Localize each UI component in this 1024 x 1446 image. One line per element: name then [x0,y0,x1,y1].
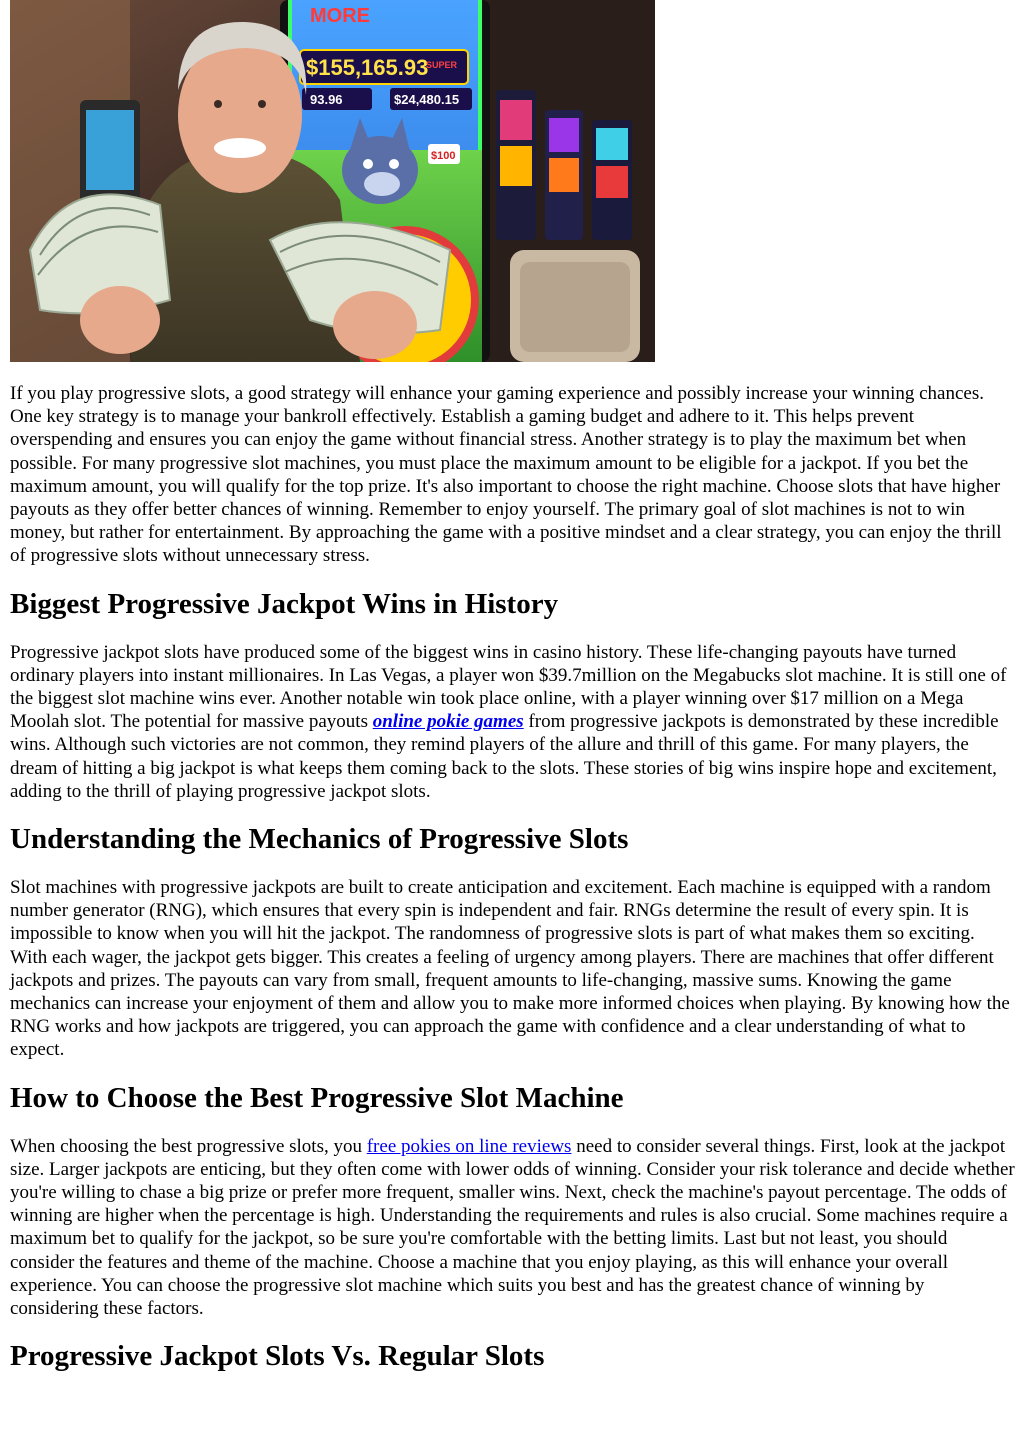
hero-photo [10,0,655,362]
choose-machine-text-after: need to consider several things. First, look at the jackpot size. Larger jackpots are enticing, but they often come with lower odds of winning. Consider your risk tolerance and decide whether you're willing to chase a big prize or prefer more frequent, smaller wins. Next, check the machine's payout percentage. The odds of winning are higher when the percentage is high. Understanding the requirements and rules is also crucial. Some machines require a maximum bet to qualify for the jackpot, so be sure you're comfortable with the betting limits. Last but not least, you should consider the features and theme of the machine. Choose a machine that you enjoy playing, as this will enhance your overall experience. You can choose the progressive slot machine which suits you best and has the greatest chance of winning by considering these factors. [10,1135,1015,1320]
choose-machine-paragraph [10,1135,1016,1321]
jackpot-left: 93.96 [310,92,343,107]
heading-progressive-vs-regular: Progressive Jackpot Slots Vs. Regular Slots [10,1340,545,1373]
jackpot-right: $24,480.15 [394,92,460,107]
biggest-wins-text-after: from progressive jackpots is demonstrated by these incredible wins. Although such victories are not common, they remind players of the allure and thrill of this game. For many players, the dream of hitting a big jackpot is what keeps them coming back to the slots. These stories of big wins inspire hope and excitement, adding to the thrill of playing progressive jackpot slots. [10,711,999,802]
heading-choose-machine: How to Choose the Best Progressive Slot Machine [10,1081,624,1114]
badge-value: $100 [431,150,456,162]
intro-paragraph: If you play progressive slots, a good strategy will enhance your gaming experience and possibly increase your winning chances. One key strategy is to manage your bankroll effectively. Establish a gaming budget and adhere to it. This helps prevent overspending and ensures you can enjoy the game without financial stress. Another strategy is to play the maximum bet when possible. For many progressive slot machines, you must place the maximum amount to be eligible for a jackpot. If you bet the maximum amount, you will qualify for the top prize. It's also important to choose the right machine. Choose slots that have higher payouts as they offer better chances of winning. Remember to enjoy yourself. The primary goal of slot machines is not to win money, but rather for entertainment. By approaching the game with a positive mindset and a clear strategy, you can enjoy the thrill of progressive slots without unnecessary stress. [10,383,1002,567]
article-content [10,382,1016,1393]
heading-mechanics: Understanding the Mechanics of Progressive Slots [10,823,629,856]
jackpot-main: $155,165.93 [306,55,429,80]
heading-biggest-wins: Biggest Progressive Jackpot Wins in History [10,587,559,620]
online-pokie-games-link[interactable]: online pokie games [372,711,524,733]
biggest-wins-paragraph [10,641,1016,803]
machine-title: MORE [310,5,370,27]
mechanics-paragraph: Slot machines with progressive jackpots are built to create anticipation and excitement. Each machine is equipped with a random number generator (RNG), which ensures that every spin is independent and fair. RNGs determine the result of every spin. It is impossible to know when you will hit the jackpot. The randomness of progressive slots is part of what makes them so exciting. With each wager, the jackpot gets bigger. This creates a feeling of urgency among players. There are machines that offer different jackpots and prizes. The payouts can vary from small, frequent amounts to life-changing, massive sums. Knowing the game mechanics can increase your enjoyment of them and allow you to make more informed choices when playing. By knowing how the RNG works and how jackpots are triggered, you can approach the game with confidence and a clear understanding of what to expect. [10,877,1010,1061]
biggest-wins-text-before: Progressive jackpot slots have produced some of the biggest wins in casino history. These life-changing payouts have turned ordinary players into instant millionaires. In Las Vegas, a player won $39.7million on the Megabucks slot machine. It is still one of the biggest slot machine wins ever. Another notable win took place online, with a player winning over $17 million on a Mega Moolah slot. The potential for massive payouts [10,641,1007,733]
choose-machine-text-before: When choosing the best progressive slots, you [10,1135,367,1157]
free-pokies-reviews-link[interactable]: free pokies on line reviews [366,1135,572,1157]
jackpot-tag: SUPER [426,60,458,70]
